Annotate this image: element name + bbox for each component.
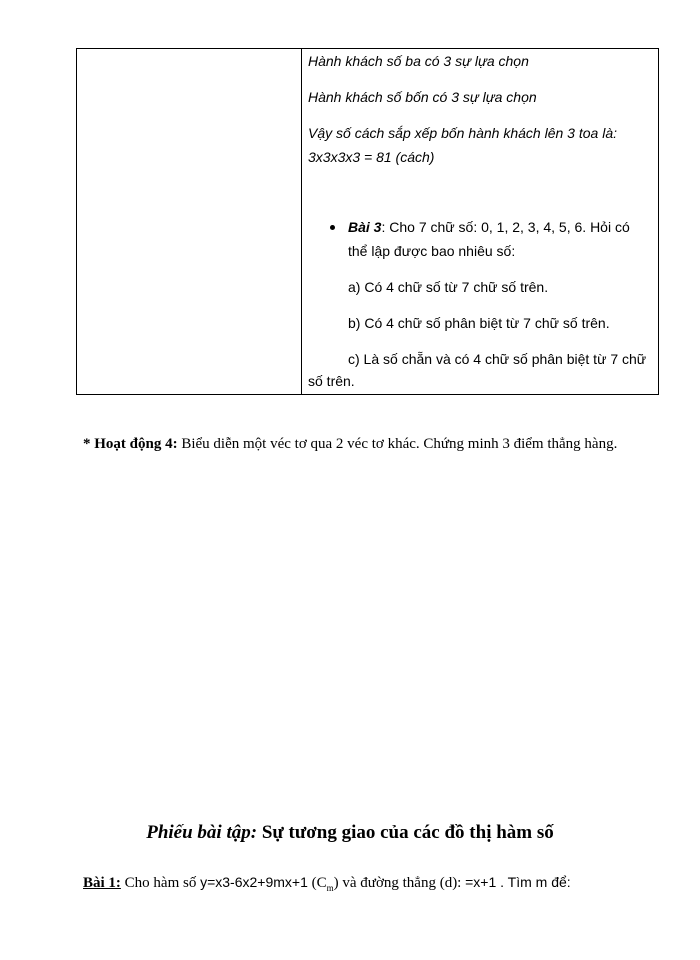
bai3-item-a: a) Có 4 chữ số từ 7 chữ số trên. [348, 279, 549, 295]
bai1-line-equation: =x+1 [465, 874, 497, 890]
bai1-label: Bài 1: [83, 875, 121, 891]
activity-4-paragraph [83, 434, 639, 454]
bai1-line [83, 874, 571, 893]
activity-4-text: Biểu diễn một véc tơ qua 2 véc tơ khác. Chứng minh 3 điểm thẳng hàng. [177, 436, 618, 452]
bai3-item-b: b) Có 4 chữ số phân biệt từ 7 chữ số trên. [348, 315, 610, 331]
bai1-text-4: . Tìm m để: [496, 874, 571, 890]
bai3-text-1: : Cho 7 chữ số: 0, 1, 2, 3, 4, 5, 6. Hỏi có [381, 219, 630, 235]
bai1-subscript: m [326, 883, 334, 893]
table-right-cell [302, 49, 658, 394]
bai3-item-c-2: số trên. [308, 373, 355, 389]
content-table [76, 48, 659, 395]
worksheet-title-italic: Phiếu bài tập: [146, 822, 258, 843]
bai3-item-c-1: c) Là số chẵn và có 4 chữ số phân biệt từ 7 chữ [348, 351, 647, 367]
worksheet-title-rest: Sự tương giao của các đồ thị hàm số [257, 822, 554, 843]
passenger-four-line: Hành khách số bốn có 3 sự lựa chọn [308, 89, 537, 105]
conclusion-line: Vậy số cách sắp xếp bốn hành khách lên 3 toa là: [308, 125, 617, 141]
bai3-heading [348, 217, 630, 238]
bai1-text-1: Cho hàm số [120, 875, 201, 891]
bai3-label: Bài 3 [348, 219, 382, 235]
table-left-cell [77, 49, 302, 394]
passenger-three-line: Hành khách số ba có 3 sự lựa chọn [308, 53, 529, 69]
result-line: 3x3x3x3 = 81 (cách) [308, 149, 435, 165]
bai1-formula: y=x3-6x2+9mx+1 [200, 874, 308, 890]
activity-4-label: * Hoạt động 4: [83, 436, 178, 452]
bai1-text-3: ) và đường thẳng (d): [333, 875, 466, 891]
bullet-icon [330, 225, 335, 230]
bai3-text-2: thể lập được bao nhiêu số: [348, 243, 516, 259]
worksheet-title [0, 822, 700, 844]
bai1-text-2: (C [307, 875, 327, 891]
